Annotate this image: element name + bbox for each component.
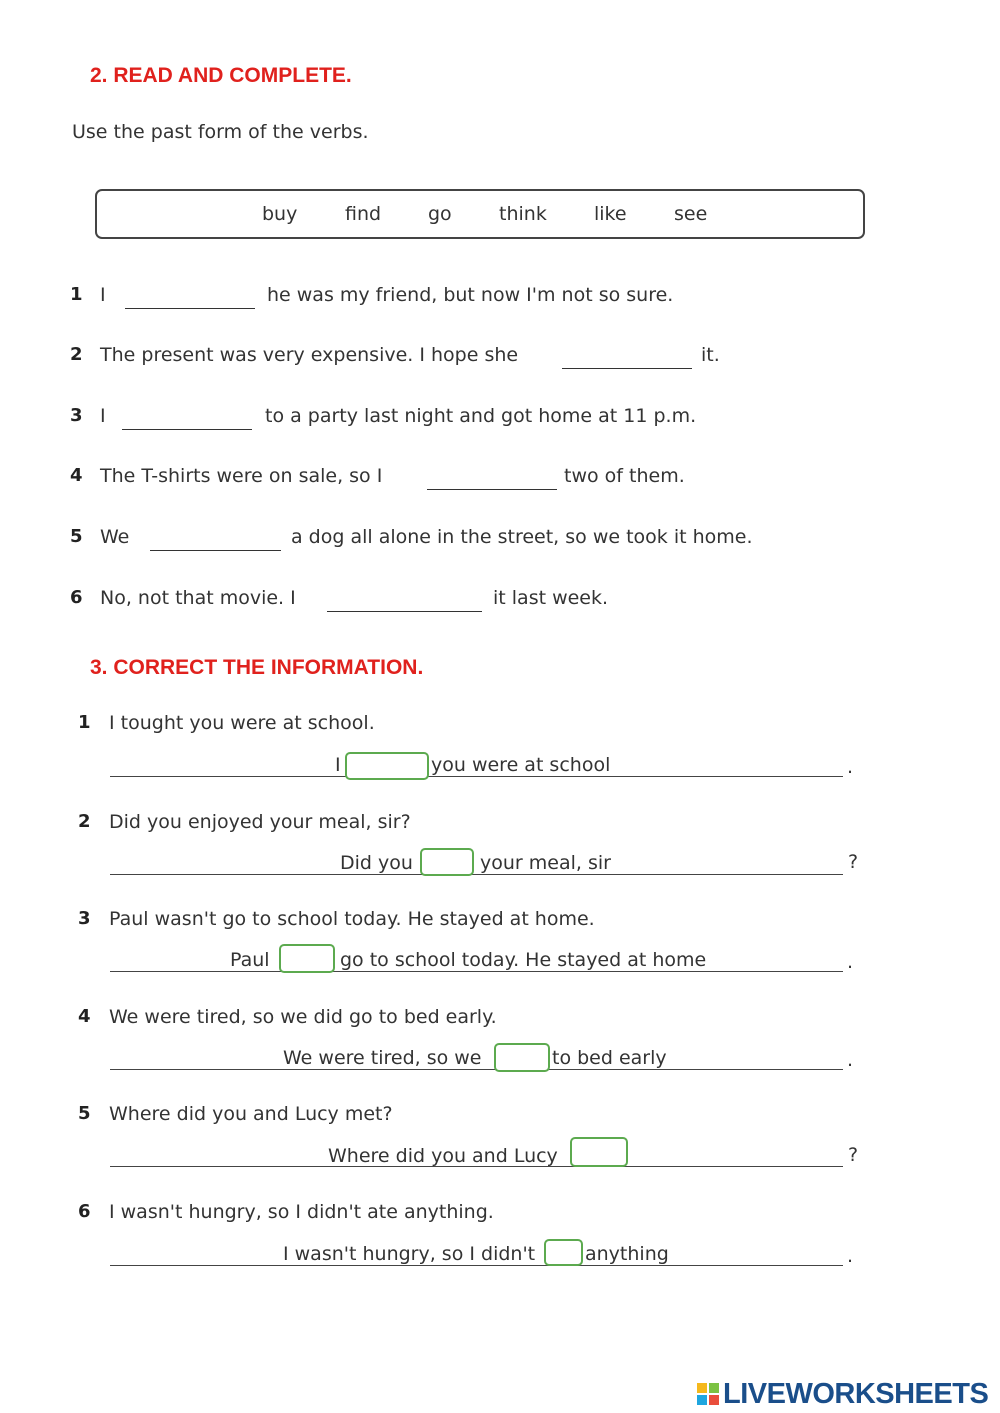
answer-text-after: you were at school	[431, 754, 611, 776]
answer-text-before: I wasn't hungry, so I didn't	[283, 1243, 536, 1265]
item-text-before: The present was very expensive. I hope she	[100, 344, 519, 366]
answer-blank[interactable]	[122, 429, 252, 430]
answer-text-after: to bed early	[552, 1047, 667, 1069]
item-text-after: he was my friend, but now I'm not so sure.	[267, 284, 674, 306]
correction-prompt	[0, 1103, 1000, 1133]
item-text-before: I	[100, 284, 106, 306]
correction-prompt	[0, 1006, 1000, 1036]
end-punctuation: ?	[848, 851, 859, 873]
answer-text-before: Did you	[340, 852, 413, 874]
word-bank-item: like	[594, 203, 627, 225]
word-bank-item: go	[428, 203, 452, 225]
end-punctuation: .	[847, 951, 854, 973]
answer-input-box[interactable]	[494, 1043, 550, 1072]
item-text-after: it last week.	[493, 587, 609, 609]
liveworksheets-logo	[697, 1378, 988, 1410]
item-number: 5	[70, 526, 83, 547]
item-number: 4	[78, 1006, 91, 1027]
fill-item	[0, 587, 1000, 617]
end-punctuation: .	[847, 1245, 854, 1267]
item-text-before: We	[100, 526, 130, 548]
item-number: 3	[78, 908, 91, 929]
prompt-text: We were tired, so we did go to bed early.	[109, 1006, 497, 1028]
logo-square	[709, 1383, 719, 1393]
prompt-text: Where did you and Lucy met?	[109, 1103, 393, 1125]
logo-mark-icon	[697, 1383, 719, 1405]
end-punctuation: ?	[848, 1144, 859, 1166]
fill-item	[0, 405, 1000, 435]
answer-blank[interactable]	[125, 308, 255, 309]
answer-text-after: your meal, sir	[480, 852, 611, 874]
answer-text-before: Paul	[230, 949, 270, 971]
fill-item	[0, 526, 1000, 556]
item-number: 4	[70, 465, 83, 486]
answer-blank[interactable]	[427, 489, 557, 490]
word-bank-item: find	[345, 203, 382, 225]
item-text-before: The T-shirts were on sale, so I	[100, 465, 383, 487]
logo-square	[697, 1383, 707, 1393]
fill-item	[0, 344, 1000, 374]
correction-prompt	[0, 712, 1000, 742]
answer-text-after: anything	[585, 1243, 669, 1265]
prompt-text: Did you enjoyed your meal, sir?	[109, 811, 411, 833]
answer-line	[110, 776, 843, 777]
answer-input-box[interactable]	[345, 752, 429, 780]
answer-text-after: go to school today. He stayed at home	[340, 949, 707, 971]
answer-text-before: We were tired, so we	[283, 1047, 482, 1069]
item-number: 5	[78, 1103, 91, 1124]
end-punctuation: .	[847, 756, 854, 778]
answer-blank[interactable]	[327, 611, 482, 612]
fill-item	[0, 465, 1000, 495]
fill-item	[0, 284, 1000, 314]
item-number: 3	[70, 405, 83, 426]
logo-text: LIVEWORKSHEETS	[723, 1377, 989, 1410]
logo-square	[697, 1395, 707, 1405]
item-number: 2	[78, 811, 91, 832]
answer-line	[110, 971, 843, 972]
item-text-after: it.	[701, 344, 720, 366]
section-3-heading: 3. CORRECT THE INFORMATION.	[90, 656, 424, 679]
item-number: 1	[70, 284, 83, 305]
end-punctuation: .	[847, 1049, 854, 1071]
answer-input-box[interactable]	[279, 944, 335, 973]
item-text-after: a dog all alone in the street, so we took it home.	[291, 526, 753, 548]
item-text-before: No, not that movie. I	[100, 587, 296, 609]
answer-line	[110, 1265, 843, 1266]
answer-blank[interactable]	[150, 550, 281, 551]
logo-square	[709, 1395, 719, 1405]
correction-prompt	[0, 908, 1000, 938]
answer-text-before: Where did you and Lucy	[328, 1145, 558, 1167]
word-bank-item: buy	[262, 203, 298, 225]
answer-blank[interactable]	[562, 368, 692, 369]
word-bank	[95, 189, 865, 239]
item-number: 1	[78, 712, 91, 733]
item-number: 2	[70, 344, 83, 365]
item-number: 6	[70, 587, 83, 608]
word-bank-item: see	[674, 203, 708, 225]
answer-input-box[interactable]	[570, 1137, 628, 1167]
answer-input-box[interactable]	[420, 848, 474, 876]
answer-text-before: I	[335, 754, 341, 776]
section-2-heading: 2. READ AND COMPLETE.	[90, 64, 352, 87]
answer-line	[110, 1069, 843, 1070]
section-2-instruction: Use the past form of the verbs.	[72, 121, 369, 143]
prompt-text: Paul wasn't go to school today. He stayed at home.	[109, 908, 595, 930]
prompt-text: I wasn't hungry, so I didn't ate anything.	[109, 1201, 494, 1223]
answer-line	[110, 874, 843, 875]
correction-prompt	[0, 1201, 1000, 1231]
answer-input-box[interactable]	[544, 1239, 583, 1266]
item-text-after: two of them.	[564, 465, 685, 487]
word-bank-item: think	[499, 203, 547, 225]
correction-prompt	[0, 811, 1000, 841]
item-text-after: to a party last night and got home at 11 p.m.	[265, 405, 697, 427]
item-text-before: I	[100, 405, 106, 427]
item-number: 6	[78, 1201, 91, 1222]
prompt-text: I tought you were at school.	[109, 712, 375, 734]
